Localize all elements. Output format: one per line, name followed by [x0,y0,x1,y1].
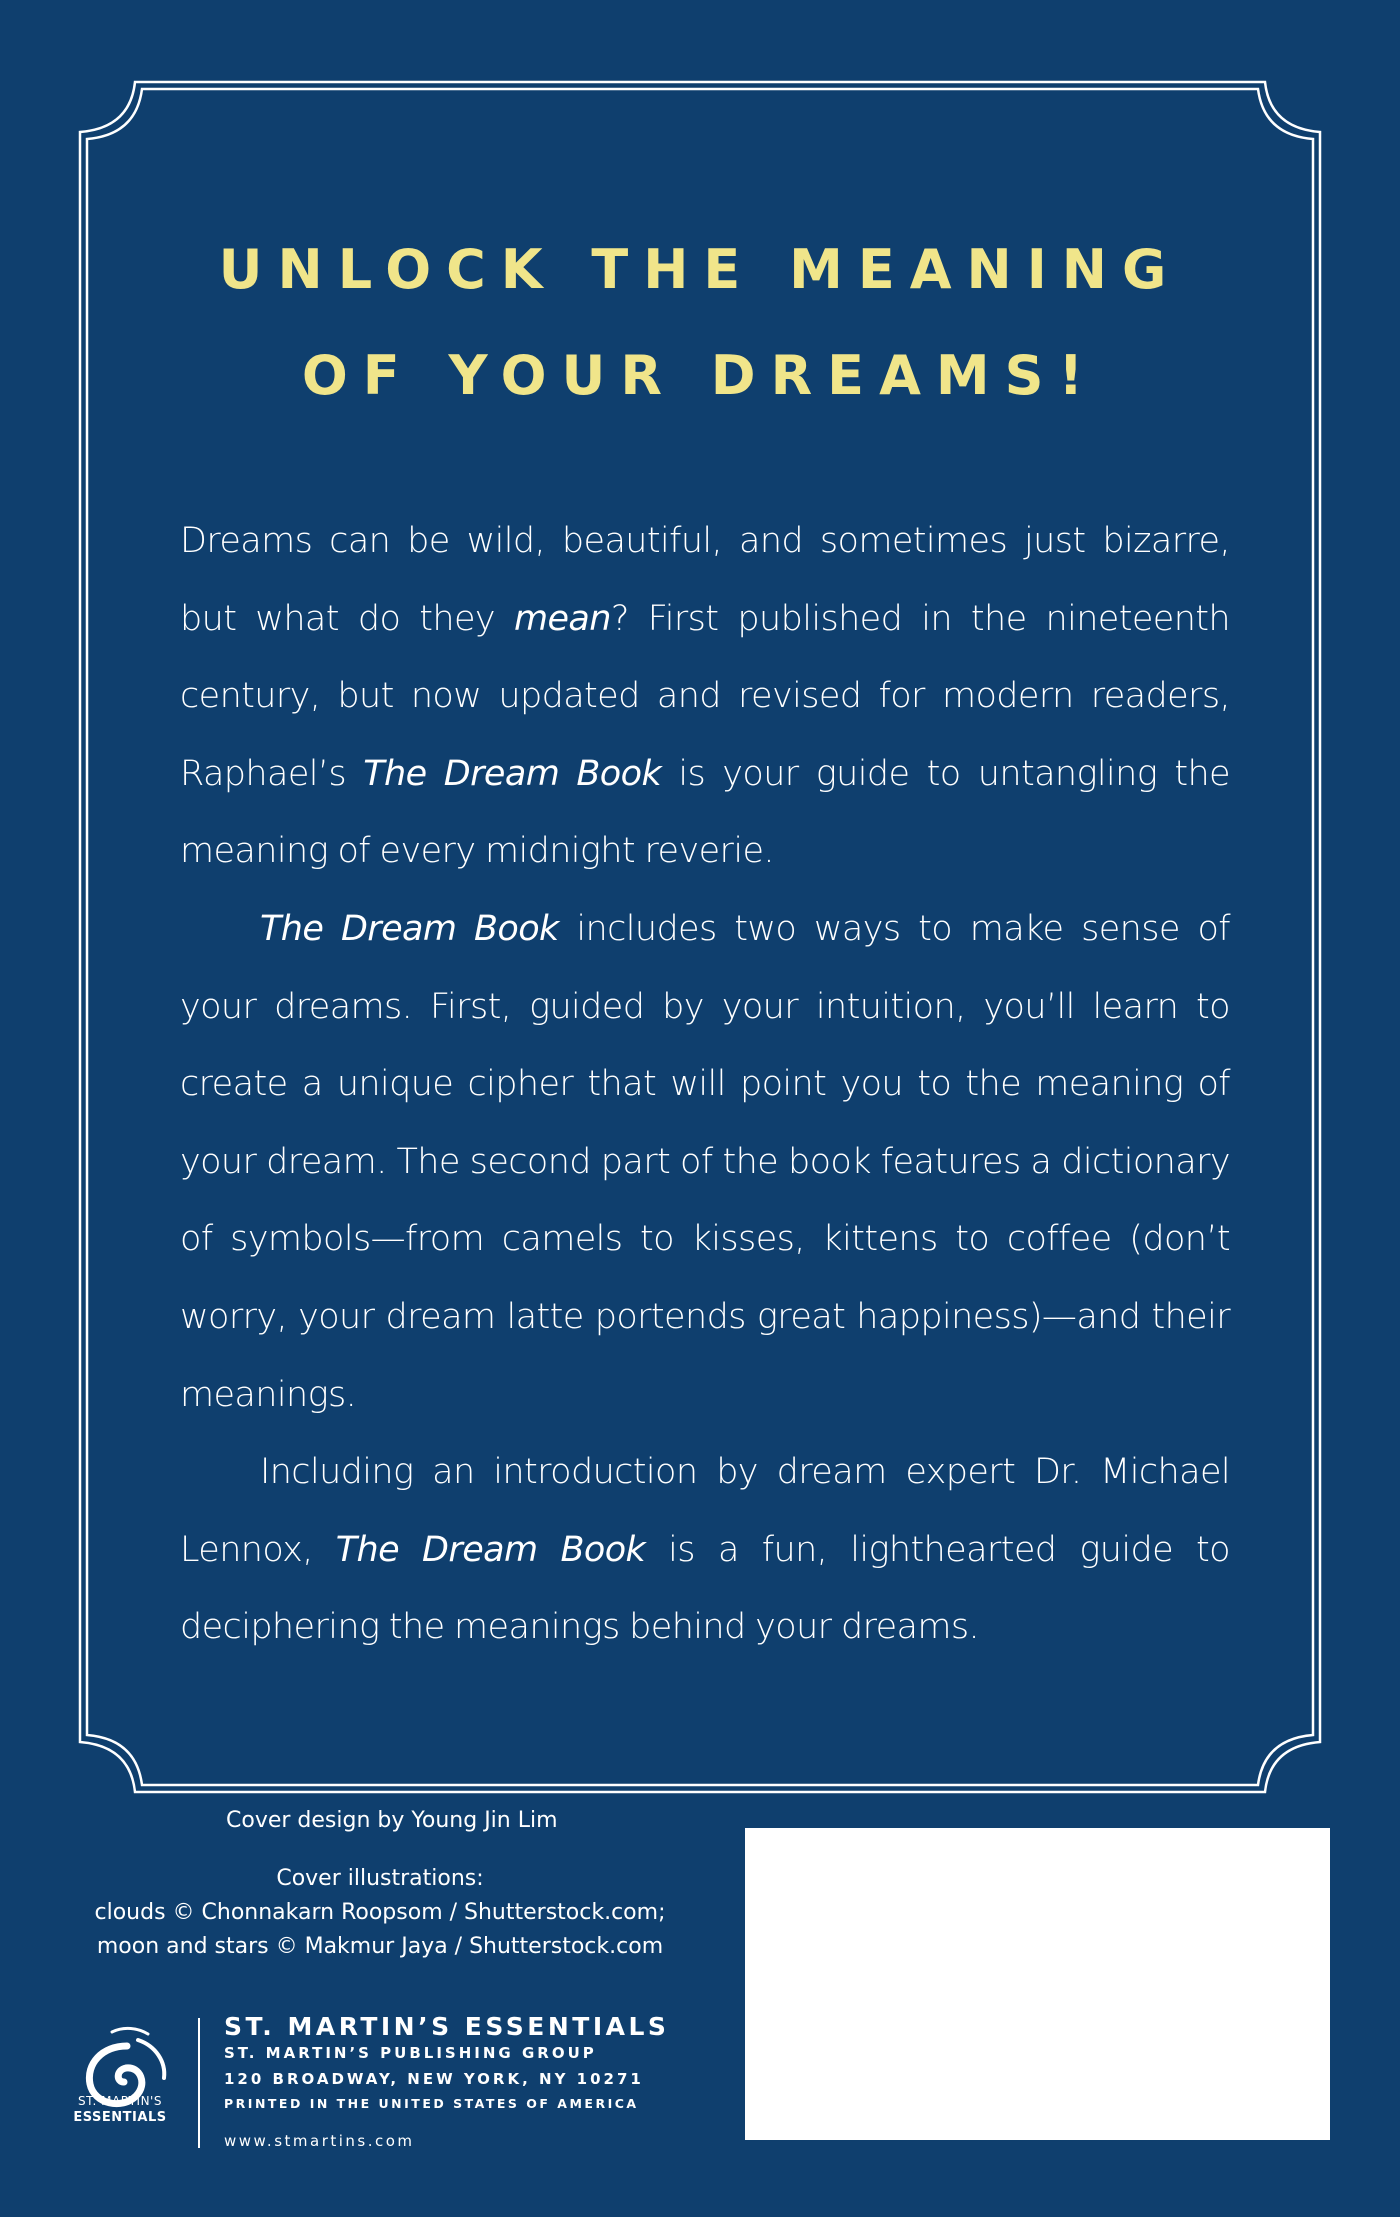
headline-line-1: UNLOCK THE MEANING [218,238,1182,301]
illustration-credits [80,1862,680,1964]
publisher-address: 120 BROADWAY, NEW YORK, NY 10271 [224,2070,644,2088]
logo-text-line-2: ESSENTIALS [73,2110,167,2125]
printed-in-line: PRINTED IN THE UNITED STATES OF AMERICA [224,2096,639,2111]
publisher-url[interactable]: www.stmartins.com [224,2132,415,2150]
swirl-logo-icon [72,2018,182,2148]
illustration-credit-label: Cover illustrations: [276,1866,484,1891]
illustration-credit-moon: moon and stars © Makmur Jaya / Shutterstock.com [96,1934,664,1959]
publisher-group: ST. MARTIN’S PUBLISHING GROUP [224,2044,597,2062]
cover-design-credit: Cover design by Young Jin Lim [226,1808,558,1833]
description-paragraph-1: Dreams can be wild, beautiful, and sometimes just bizarre, but what do they mean? First published in the nineteenth century, but now updated and revised for modern readers, Raphael’s The Dream Book is your guide to untangling the meaning of every midnight reverie. [180,521,1230,872]
description-paragraph-2: The Dream Book includes two ways to make sense of your dreams. First, guided by your intuition, you’ll learn to create a unique cipher that will point you to the meaning of your dream. The second part of the book features a dictionary of symbols—from camels to kisses, kittens to coffee (don’t worry, your dream latte portends great happiness)—and their meanings. [180,908,1230,1415]
logo-text-line-1: ST. MARTIN'S [78,2094,162,2108]
publisher-name: ST. MARTIN’S ESSENTIALS [224,2012,670,2041]
description-paragraph-3: Including an introduction by dream expert Dr. Michael Lennox, The Dream Book is a fun, lighthearted guide to deciphering the meanings behind your dreams. [180,1452,1230,1648]
publisher-divider [198,2018,200,2148]
description [180,503,1230,1667]
illustration-credit-clouds: clouds © Chonnakarn Roopsom / Shutterstock.com; [94,1900,666,1925]
barcode-area [745,1828,1330,2140]
headline-line-2: OF YOUR DREAMS! [301,344,1099,407]
